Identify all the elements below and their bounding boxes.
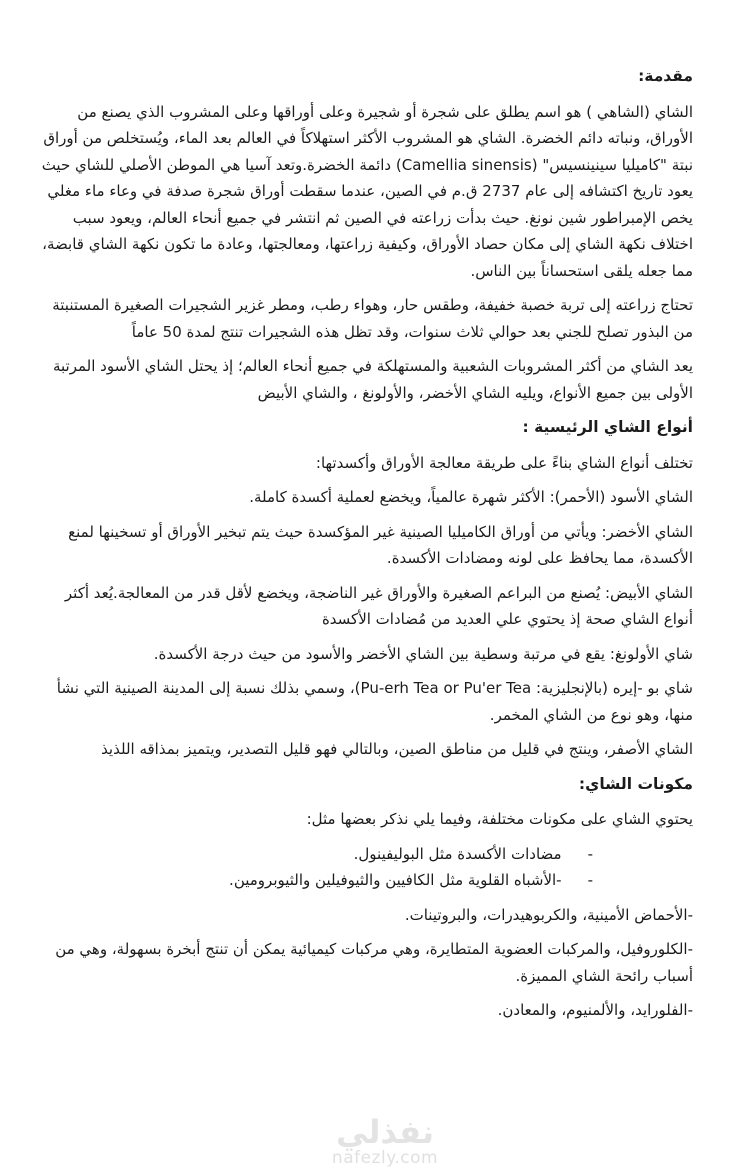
list-item — [41, 841, 593, 868]
paragraph-puerh-tea: شاي بو -إيره (بالإنجليزية: Pu-erh Tea or Pu'er Tea)، وسمي بذلك نسبة إلى المدينة الصينية التي نشأ منها، وهو نوع من الشاي المخمر. — [56, 679, 693, 724]
paragraph-amino-acids: -الأحماض الأمينية، والكربوهيدرات، والبروتينات. — [404, 905, 693, 924]
paragraph-black-tea: الشاي الأسود (الأحمر): الأكثر شهرة عالمياً، ويخضع لعملية أكسدة كاملة. — [249, 488, 693, 506]
watermark-logo: نفذلي — [336, 1113, 434, 1151]
list-item-text: -الأشباه القلوية مثل الكافيين والثيوفيلين والثيوبرومين. — [229, 871, 562, 889]
heading-tea-types: أنواع الشاي الرئيسية : — [522, 418, 693, 436]
components-list — [41, 841, 693, 894]
dash-bullet: - — [587, 871, 593, 889]
document-page — [41, 58, 693, 1032]
paragraph-popularity: يعد الشاي من أكثر المشروبات الشعبية والمستهلكة في جميع أنحاء العالم؛ إذ يحتل الشاي الأسود المرتبة الأولى بين جميع الأنواع، ويليه الشاي الأخضر، والأولونغ ، والشاي الأبيض — [52, 357, 693, 402]
paragraph-components-intro: يحتوي الشاي على مكونات مختلفة، وفيما يلي نذكر بعضها مثل: — [306, 810, 693, 828]
watermark — [330, 1113, 440, 1168]
paragraph-yellow-tea: الشاي الأصفر، وينتج في قليل من مناطق الصين، وبالتالي فهو قليل التصدير، ويتميز بمذاقه اللذيذ — [101, 740, 693, 758]
paragraph-cultivation: تحتاج زراعته إلى تربة خصبة خفيفة، وطقس حار، وهواء رطب، ومطر غزير الشجيرات الصغيرة المستنبتة من البذور تصلح للجني بعد حوالي ثلاث سنوات، وقد تظل هذه الشجيرات تنتج لمدة 50 عاماً — [52, 296, 693, 341]
paragraph-green-tea: الشاي الأخضر: ويأتي من أوراق الكاميليا الصينية غير المؤكسدة حيث يتم تبخير الأوراق أو تسخينها لمنع الأكسدة، مما يحافظ على لونه ومضادات الأكسدة. — [68, 522, 693, 567]
paragraph-intro: الشاي (الشاهي ) هو اسم يطلق على شجرة أو شجيرة وعلى أوراقها وعلى المشروب الذي يصنع من الأوراق، ونباته دائم الخضرة. الشاي هو المشروب الأكثر استهلاكاً في العالم بعد الماء، ويُستخلص من أوراق نبتة "كاميليا سينينسيس" (Camellia sinensis) دائمة الخضرة.وتعد آسيا هي الموطن الأصلي للشاي حيث يعود تاريخ اكتشافه إلى عام 2737 ق.م في الصين، عندما سقطت أوراق شجرة صدفة في وعاء ماء مغلي يخص الإمبراطور شين نونغ. حيث بدأت زراعته في الصين ثم انتشر في جميع أنحاء العالم، ويعود سبب اختلاف نكهة الشاي إلى مكان حصاد الأوراق، وكيفية زراعتها، ومعالجتها، وعادة ما تكون نكهة الشاي قابضة، مما جعله يلقى استحساناً بين الناس. — [41, 102, 693, 280]
paragraph-types-intro: تختلف أنواع الشاي بناءً على طريقة معالجة الأوراق وأكسدتها: — [315, 453, 693, 472]
list-item-text: مضادات الأكسدة مثل البوليفينول. — [353, 844, 562, 863]
paragraph-oolong-tea: شاي الأولونغ: يقع في مرتبة وسطية بين الشاي الأخضر والأسود من حيث درجة الأكسدة. — [153, 644, 693, 663]
paragraph-fluoride: -الفلورايد، والألمنيوم، والمعادن. — [497, 1001, 693, 1019]
paragraph-chlorophyll: -الكلوروفيل، والمركبات العضوية المتطايرة، وهي مركبات كيميائية يمكن أن تنتج أبخرة بسهولة، وهي من أسباب رائحة الشاي المميزة. — [55, 940, 693, 985]
watermark-site-url: nafezly.com — [331, 1148, 439, 1168]
heading-tea-components: مكونات الشاي: — [578, 774, 693, 793]
list-item — [41, 867, 593, 894]
heading-introduction: مقدمة: — [638, 67, 693, 85]
paragraph-white-tea: الشاي الأبيض: يُصنع من البراعم الصغيرة والأوراق غير الناضجة، ويخضع لأقل قدر من المعالجة.يُعد أكثر أنواع الشاي صحة إذ يحتوي علي العديد من مُضادات الأكسدة — [64, 583, 693, 628]
dash-bullet: - — [587, 844, 593, 863]
